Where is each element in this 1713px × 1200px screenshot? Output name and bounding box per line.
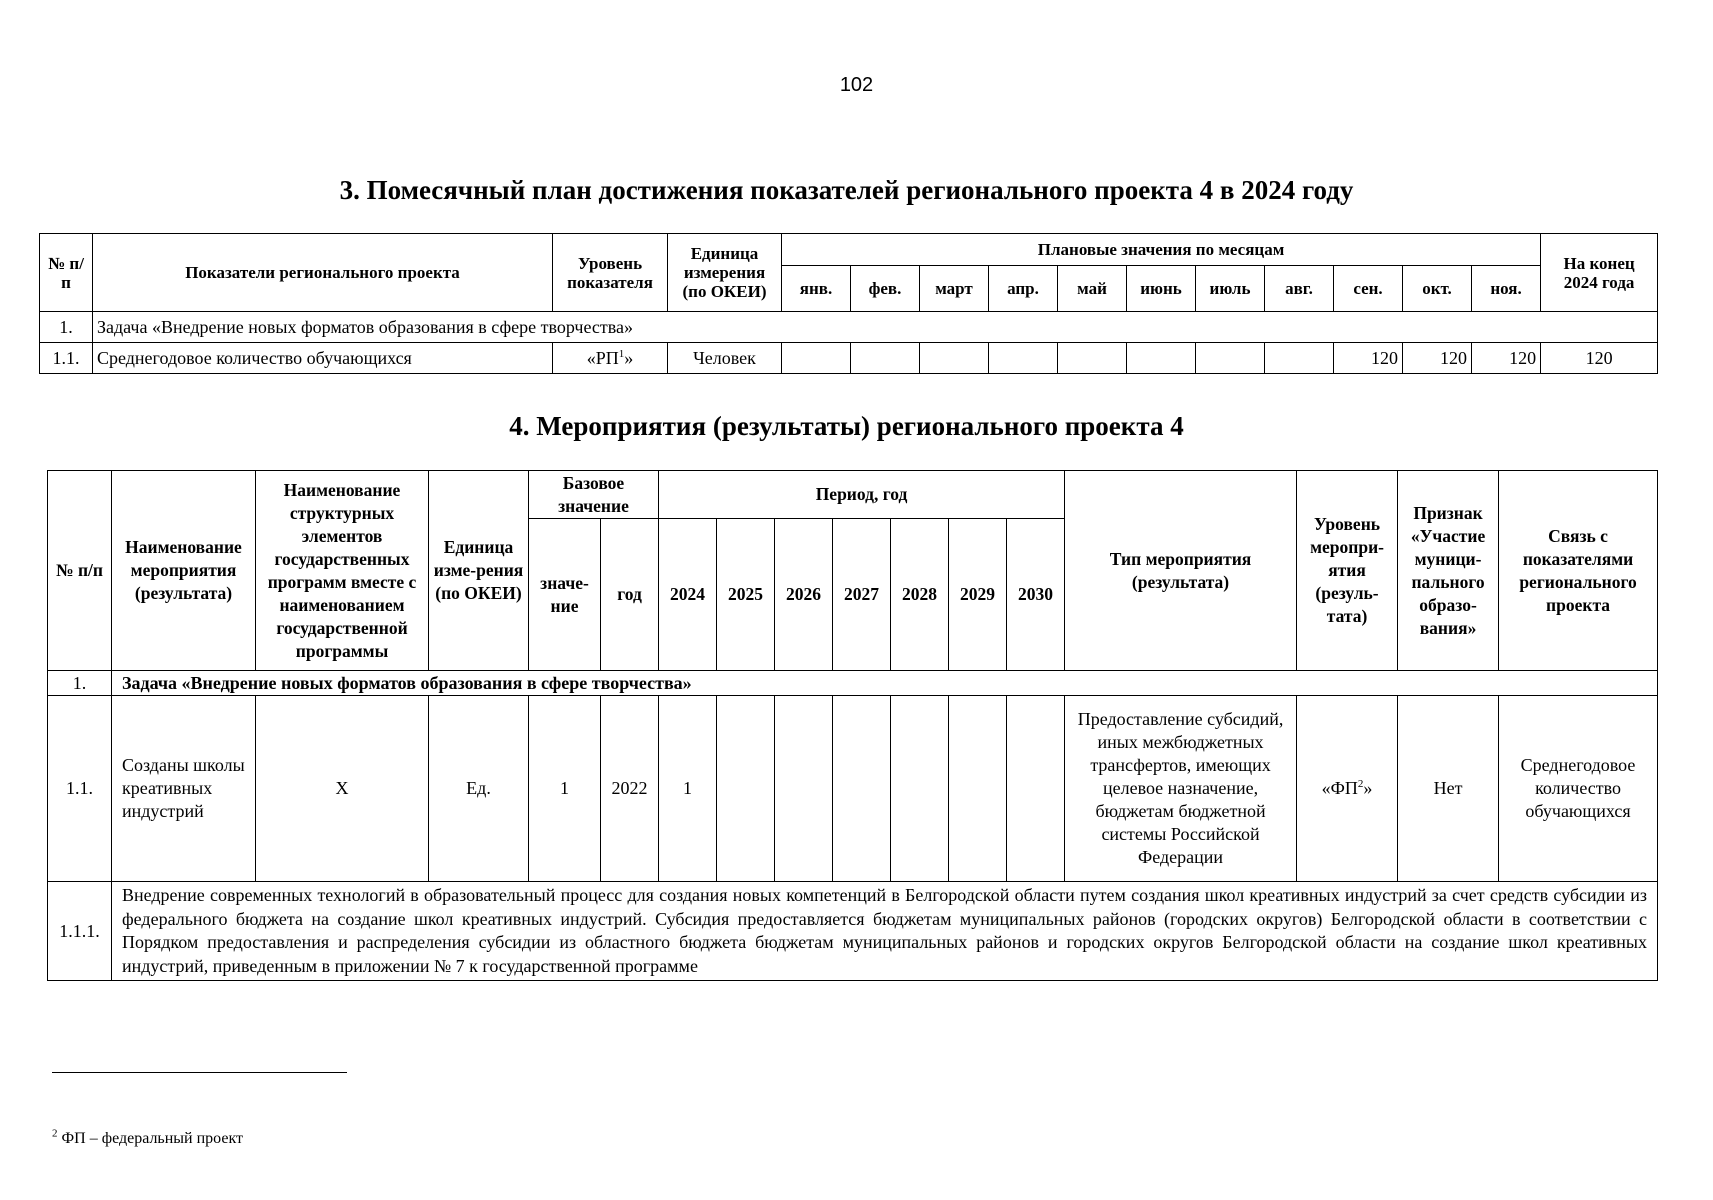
header-level: Уровень показателя [553,234,668,312]
header-num: № п/п [48,471,112,671]
task-num: 1. [40,312,93,343]
row-base-year: 2022 [601,696,659,882]
row-num: 1.1. [48,696,112,882]
year-value: 1 [659,696,717,882]
year-value [1007,696,1065,882]
header-month: май [1058,266,1127,312]
row-name: Созданы школы креативных индустрий [112,696,256,882]
sub-row [48,882,1658,981]
row-type: Предоставление субсидий, иных межбюджетных трансфертов, имеющих целевое назначение, бюджетам бюджетной системы Российской Федерации [1065,696,1297,882]
header-month: фев. [851,266,920,312]
row-municipal: Нет [1398,696,1499,882]
month-value [1127,343,1196,374]
page-number: 102 [839,74,874,96]
month-value [851,343,920,374]
header-month: июль [1196,266,1265,312]
header-year: 2028 [891,519,949,671]
month-value [1196,343,1265,374]
month-value: 120 [1334,343,1403,374]
row-level: «$РП^1$» [553,343,668,374]
row-struct: X [256,696,429,882]
header-link: Связь с показателями регионального проекта [1499,471,1658,671]
year-value [775,696,833,882]
task-text: Задача «Внедрение новых форматов образования в сфере творчества» [112,671,1658,696]
month-value [782,343,851,374]
header-year: 2027 [833,519,891,671]
header-monthly: Плановые значения по месяцам [782,234,1541,266]
header-level: Уровень меропри-ятия (резуль-тата) [1297,471,1398,671]
year-value [949,696,1007,882]
header-indicator: Показатели регионального проекта [93,234,553,312]
sub-row-num: 1.1.1. [48,882,112,981]
header-num: № п/п [40,234,93,312]
monthly-plan-table [39,233,1658,374]
header-unit: Единица измерения (по ОКЕИ) [668,234,782,312]
row-unit: Ед. [429,696,529,882]
header-municipal: Признак «Участие муници-пального образо-вания» [1398,471,1499,671]
header-month: авг. [1265,266,1334,312]
task-row [40,312,1658,343]
header-year: 2024 [659,519,717,671]
row-num: 1.1. [40,343,93,374]
header-month: янв. [782,266,851,312]
header-base-value: значе-ние [529,519,601,671]
header-base: Базовое значение [529,471,659,519]
header-struct: Наименование структурных элементов государственных программ вместе с наименованием государственной программы [256,471,429,671]
section-3-title: 3. Помесячный план достижения показателей регионального проекта 4 в 2024 году [339,175,1354,205]
task-num: 1. [48,671,112,696]
header-end-of-year: На конец 2024 года [1541,234,1658,312]
row-base-value: 1 [529,696,601,882]
row-level: «$ФП^2$» [1297,696,1398,882]
footnote: $^2$ ФП – федеральный проект [52,1127,244,1147]
month-value [989,343,1058,374]
row-unit: Человек [668,343,782,374]
year-value [833,696,891,882]
header-year: 2029 [949,519,1007,671]
month-value: 120 [1472,343,1541,374]
footnote-divider [52,1072,347,1073]
section-4-title: 4. Мероприятия (результаты) регионального проекта 4 [509,411,1184,441]
header-year: 2025 [717,519,775,671]
header-name: Наименование мероприятия (результата) [112,471,256,671]
activities-table [47,470,1658,981]
header-month: апр. [989,266,1058,312]
year-value [891,696,949,882]
header-month: март [920,266,989,312]
header-period: Период, год [659,471,1065,519]
month-value: 120 [1403,343,1472,374]
task-row [48,671,1658,696]
end-of-year-value: 120 [1541,343,1658,374]
month-value [920,343,989,374]
header-month: июнь [1127,266,1196,312]
header-unit: Единица изме-рения (по ОКЕИ) [429,471,529,671]
table-row [48,696,1658,882]
table-row [40,343,1658,374]
header-base-year: год [601,519,659,671]
header-month: сен. [1334,266,1403,312]
month-value [1058,343,1127,374]
row-indicator: Среднегодовое количество обучающихся [93,343,553,374]
header-month: ноя. [1472,266,1541,312]
header-year: 2026 [775,519,833,671]
row-link: Среднегодовое количество обучающихся [1499,696,1658,882]
task-text: Задача «Внедрение новых форматов образования в сфере творчества» [93,312,1658,343]
header-type: Тип мероприятия (результата) [1065,471,1297,671]
sub-row-text: Внедрение современных технологий в образовательный процесс для создания новых компетенций в Белгородской области путем создания школ креативных индустрий за счет средств субсидии из федерального бюджета на создание школ креативных индустрий. Субсидия предоставляется бюджетам муниципальных районов (городских округов) Белгородской области в соответствии с Порядком предоставления и распределения субсидии из областного бюджета бюджетам муниципальных районов и городских округов Белгородской области на создание школ креативных индустрий, приведенным в приложении № 7 к государственной программе [112,882,1658,981]
header-month: окт. [1403,266,1472,312]
header-year: 2030 [1007,519,1065,671]
year-value [717,696,775,882]
month-value [1265,343,1334,374]
